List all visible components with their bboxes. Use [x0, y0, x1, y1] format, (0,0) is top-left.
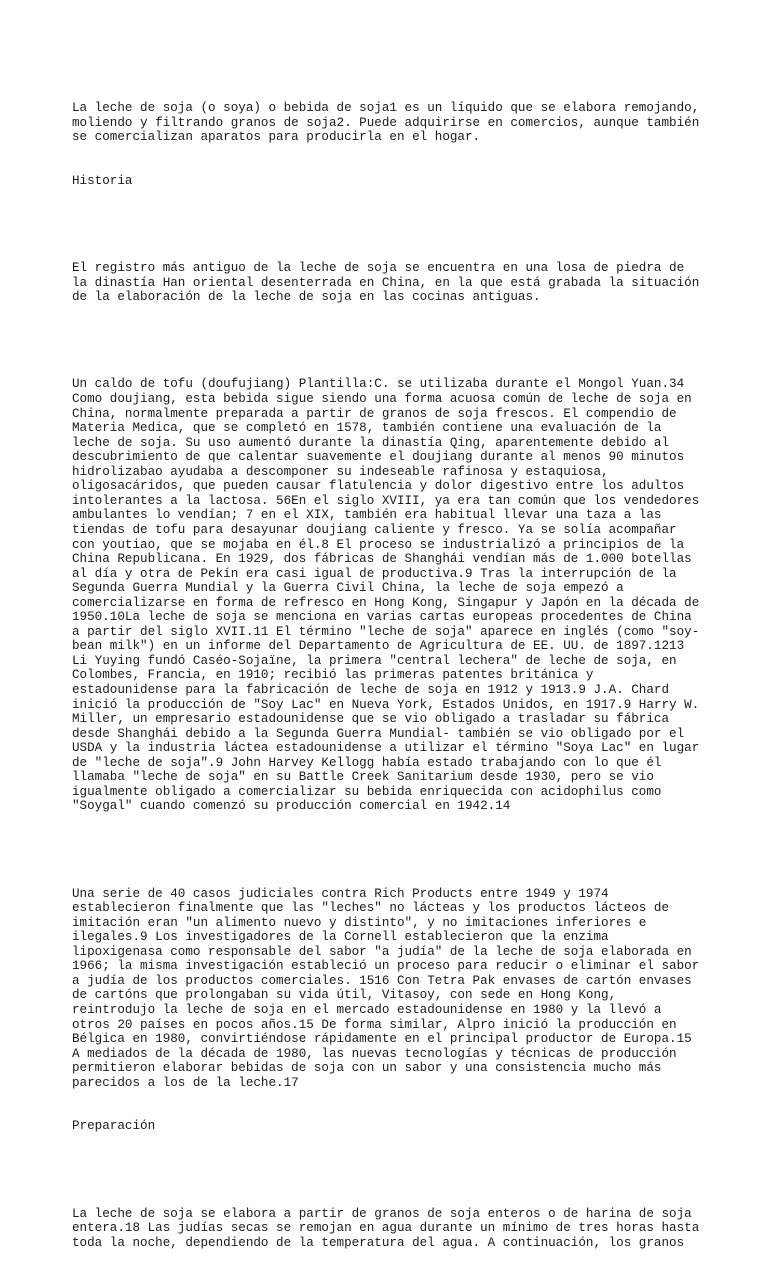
paragraph-spacer: [72, 843, 702, 858]
document-page: [72, 72, 702, 1265]
section-heading-history: Historia: [72, 173, 133, 188]
preparation-paragraph-1: La leche de soja se elabora a partir de granos de soja enteros o de harina de soja entera.18 Las judías secas se remojan en agua durante un mínimo de tres horas hasta toda la noche, dependiendo de la temperatura del agua. A continuación, los granos: [72, 1206, 700, 1250]
paragraph-spacer: [72, 217, 702, 232]
paragraph-spacer: [72, 1163, 702, 1178]
history-paragraph-3: Una serie de 40 casos judiciales contra Rich Products entre 1949 y 1974 establecieron finalmente que las "leches" no lácteas y los productos lácteos de imitación eran "un alimento nuevo y distinto", y no imitaciones inferiores e ilegales.9 Los investigadores de la Cornell establecieron que la enzima lipoxigenasa como responsable del sabor "a judía" de la leche de soja elaborada en 1966; la misma investigación estableció un proceso para reducir o eliminar el sabor a judía de los productos comerciales. 1516 Con Tetra Pak envases de cartón envases de cartóns que prolongaban su vida útil, Vitasoy, con sede en Hong Kong, reintrodujo la leche de soja en el mercado estadounidense en 1980 y la llevó a otros 20 países en pocos años.15 De forma similar, Alpro inició la producción en Bélgica en 1980, convirtiéndose rápidamente en el principal productor de Europa.15 A mediados de la década de 1980, las nuevas tecnologías y técnicas de producción permitieron elaborar bebidas de soja con un sabor y una consistencia mucho más parecidos a los de la leche.17: [72, 886, 700, 1090]
history-paragraph-1: El registro más antiguo de la leche de soja se encuentra en una losa de piedra de la dinastía Han oriental desenterrada en China, en la que está grabada la situación de la elaboración de la leche de soja en las cocinas antiguas.: [72, 261, 700, 305]
paragraph-spacer: [72, 334, 702, 349]
section-heading-preparation: Preparación: [72, 1119, 156, 1134]
intro-paragraph: La leche de soja (o soya) o bebida de soja1 es un líquido que se elabora remojando, moliendo y filtrando granos de soja2. Puede adquirirse en comercios, aunque también se comercializan aparatos para producirla en el hogar.: [72, 101, 700, 145]
history-paragraph-2: Un caldo de tofu (doufujiang) Plantilla:C. se utilizaba durante el Mongol Yuan.34 Como doujiang, esta bebida sigue siendo una forma acuosa común de leche de soja en China, normalmente preparada a partir de granos de soja frescos. El compendio de Materia Medica, que se completó en 1578, también contiene una evaluación de la leche de soja. Su uso aumentó durante la dinastía Qing, aparentemente debido al descubrimiento de que calentar suavemente el doujiang durante al menos 90 minutos hidrolizabao ayudaba a descomponer su indeseable rafinosa y estaquiosa, oligosacáridos, que pueden causar flatulencia y dolor digestivo entre los adultos intolerantes a la lactosa. 56En el siglo XVIII, ya era tan común que los vendedores ambulantes lo vendían; 7 en el XIX, también era habitual llevar una taza a las tiendas de tofu para desayunar doujiang caliente y fresco. Ya se solía acompañar con youtiao, que se mojaba en él.8 El proceso se industrializó a principios de la China Republicana. En 1929, dos fábricas de Shanghái vendían más de 1.000 botellas al día y otra de Pekín era casi igual de productiva.9 Tras la interrupción de la Segunda Guerra Mundial y la Guerra Civil China, la leche de soja empezó a comercializarse en forma de refresco en Hong Kong, Singapur y Japón en la década de 1950.10La leche de soja se menciona en varias cartas europeas procedentes de China a partir del siglo XVII.11 El término "leche de soja" aparece en inglés (como "soy- bean milk") en un informe del Departamento de Agricultura de EE. UU. de 1897.1213 Li Yuying fundó Caséo-Sojaïne, la primera "central lechera" de leche de soja, en Colombes, Francia, en 1910; recibió las primeras patentes británica y estadounidense para la fabricación de leche de soja en 1912 y 1913.9 J.A. Chard inició la producción de "Soy Lac" en Nueva York, Estados Unidos, en 1917.9 Harry W. Miller, un empresario estadounidense que se vio obligado a trasladar su fábrica desde Shanghái debido a la Segunda Guerra Mundial- también se vio obligado por el USDA y la industria láctea estadounidense a utilizar el término "Soya Lac" en lugar de "leche de soja".9 John Harvey Kellogg había estado trabajando con lo que él llamaba "leche de soja" en su Battle Creek Sanitarium desde 1930, pero se vio igualmente obligado a comercializar su bebida enriquecida con acidophilus como "Soygal" cuando comenzó su producción comercial en 1942.14: [72, 377, 700, 814]
